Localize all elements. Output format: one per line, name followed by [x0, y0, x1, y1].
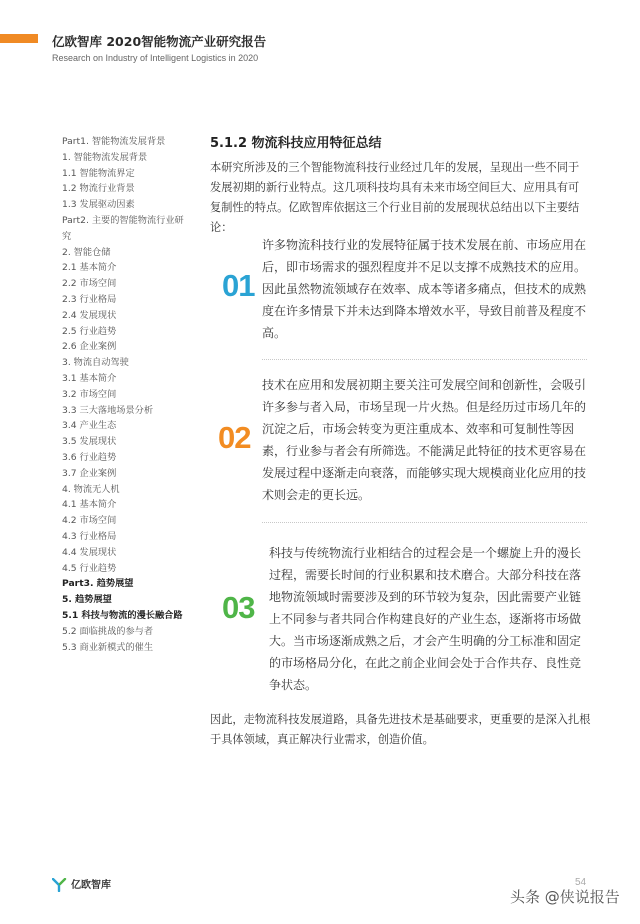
- toc-item[interactable]: 4.5 行业趋势: [62, 562, 117, 574]
- section-conclusion: 因此，走物流科技发展道路，具备先进技术是基础要求，更重要的是深入扎根于具体领域，真正解决行业需求，创造价值。: [210, 713, 591, 746]
- toc-item[interactable]: 2.4 发展现状: [62, 309, 117, 321]
- toc-item[interactable]: 2.1 基本简介: [62, 262, 117, 274]
- toc-item[interactable]: 3.5 发展现状: [62, 436, 117, 448]
- item-text-02: 技术在应用和发展初期主要关注可发展空间和创新性，会吸引许多参与者入局，市场呈现一片火热。但是经历过市场几年的沉淀之后，市场会转变为更注重成本、效率和可复制性等因素，行业参与者会有所筛选。不能满足此特征的技术更容易在发展过程中逐渐走向衰落，而能够实现大规模商业化应用的技术则会走的更长远。: [262, 378, 587, 502]
- toc-item[interactable]: 3.2 市场空间: [62, 388, 117, 400]
- table-of-contents: [62, 134, 190, 655]
- toc-item[interactable]: 2.6 企业案例: [62, 341, 117, 353]
- toc-item-current[interactable]: 5.1 科技与物流的漫长融合路: [62, 609, 183, 621]
- item-text-03: 科技与传统物流行业相结合的过程会是一个螺旋上升的漫长过程，需要长时间的行业积累和技术磨合。大部分科技在落地物流领域时需要涉及到的环节较为复杂，因此需要产业链上不同参与者共同合作构建良好的产业生态，逐渐将市场做大。当市场逐渐成熟之后，才会产生明确的分工标准和固定的市场格局分化，在此之前企业间会处于合作共存、良性竞争状态。: [269, 546, 582, 692]
- toc-item[interactable]: Part2. 主要的智能物流行业研究: [62, 214, 184, 242]
- toc-item[interactable]: 3.1 基本简介: [62, 372, 117, 384]
- header-accent-bar: [0, 34, 38, 43]
- report-title: 亿欧智库 2020智能物流产业研究报告: [52, 34, 267, 49]
- toc-item[interactable]: 4.2 市场空间: [62, 515, 117, 527]
- toc-item[interactable]: 4.1 基本简介: [62, 499, 117, 511]
- toc-item[interactable]: 5. 趋势展望: [62, 594, 112, 606]
- toc-item[interactable]: 1.1 智能物流界定: [62, 167, 135, 179]
- toc-item[interactable]: Part1. 智能物流发展背景: [62, 136, 166, 147]
- toc-item[interactable]: 1.2 物流行业背景: [62, 183, 135, 195]
- watermark: 头条 @侠说报告: [510, 888, 620, 906]
- toc-item[interactable]: 2. 智能仓储: [62, 246, 111, 258]
- toc-item[interactable]: 3.7 企业案例: [62, 467, 117, 479]
- footer-logo: [52, 876, 111, 891]
- toc-item[interactable]: 4.4 发展现状: [62, 546, 117, 558]
- page-number: 54: [575, 877, 587, 888]
- toc-item[interactable]: 3.6 行业趋势: [62, 451, 117, 463]
- toc-item[interactable]: 3.3 三大落地场景分析: [62, 404, 154, 416]
- toc-item[interactable]: 2.3 行业格局: [62, 293, 117, 305]
- section-title: 5.1.2 物流科技应用特征总结: [210, 136, 382, 151]
- toc-item[interactable]: 3. 物流自动驾驶: [62, 357, 129, 369]
- item-divider: [262, 522, 587, 523]
- toc-item[interactable]: 1. 智能物流发展背景: [62, 151, 148, 163]
- item-number-03: 03: [222, 590, 255, 625]
- toc-item[interactable]: 1.3 发展驱动因素: [62, 199, 135, 211]
- toc-item[interactable]: 5.3 商业新模式的催生: [62, 641, 154, 653]
- section-intro: 本研究所涉及的三个智能物流科技行业经过几年的发展，呈现出一些不同于发展初期的新行业特点。这几项科技均具有未来市场空间巨大、应用具有可复制性的特点。亿欧智库依据这三个行业目前的发展现状总结出以下主要结论：: [210, 161, 580, 234]
- toc-item[interactable]: Part3. 趋势展望: [62, 578, 134, 590]
- toc-item[interactable]: 4. 物流无人机: [62, 483, 120, 495]
- yiou-logo-icon: [52, 877, 68, 891]
- toc-item[interactable]: 4.3 行业格局: [62, 530, 117, 542]
- item-number-02: 02: [218, 420, 251, 455]
- toc-item[interactable]: 2.2 市场空间: [62, 278, 117, 290]
- toc-item[interactable]: 5.2 面临挑战的参与者: [62, 625, 154, 637]
- footer-logo-text: 亿欧智库: [71, 880, 111, 891]
- toc-item[interactable]: 2.5 行业趋势: [62, 325, 117, 337]
- toc-item[interactable]: 3.4 产业生态: [62, 420, 117, 432]
- item-text-01: 许多物流科技行业的发展特征属于技术发展在前、市场应用在后，即市场需求的强烈程度并不足以支撑不成熟技术的应用。因此虽然物流领域存在效率、成本等诸多痛点，但技术的成熟度在许多情景下并未达到降本增效水平，导致目前普及程度不高。: [262, 238, 587, 340]
- item-number-01: 01: [222, 268, 255, 303]
- item-divider: [262, 359, 587, 360]
- report-subtitle: Research on Industry of Intelligent Logistics in 2020: [52, 53, 259, 63]
